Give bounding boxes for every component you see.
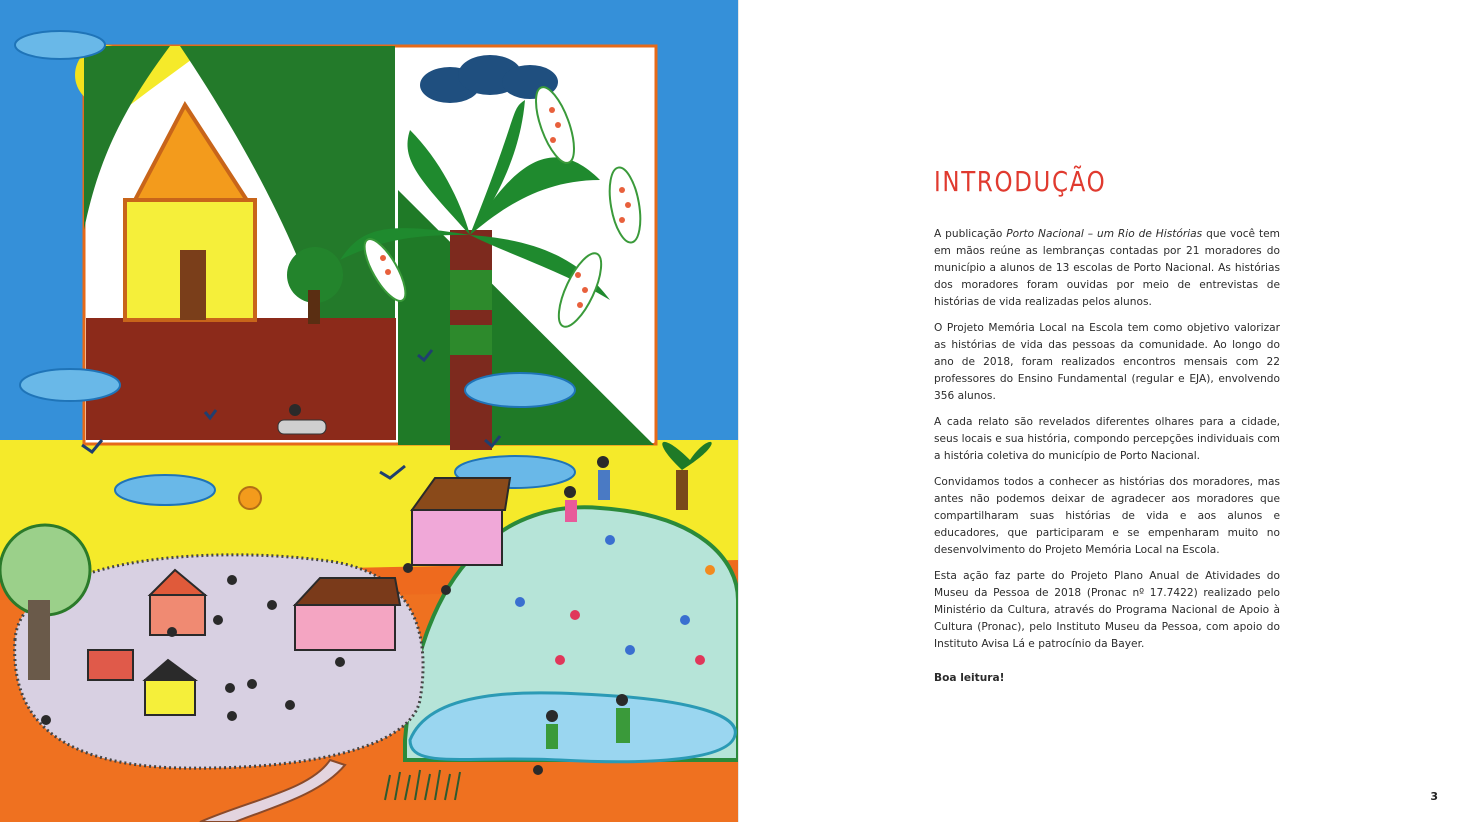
- intro-body: [934, 226, 1280, 696]
- paragraph-4: Convidamos todos a conhecer as histórias dos moradores, mas antes não podemos deixar de agradecer aos moradores que compartilharam suas histórias de vida e aos alunos e educadores, que participaram e se empenharam muito no desenvolvimento do Projeto Memória Local na Escola.: [934, 476, 1280, 556]
- page-number: 3: [1430, 790, 1438, 803]
- paragraph-2: O Projeto Memória Local na Escola tem como objetivo valorizar as histórias de vida das pessoas da comunidade. Ao longo do ano de 2018, foram realizados encontros mensais com 22 professores do Ensino Fundamental (regular e EJA), envolvendo 356 alunos.: [934, 322, 1280, 402]
- paragraph-1-start: A publicação: [934, 228, 1007, 240]
- text-page: [738, 0, 1474, 822]
- paragraph-1-rest: que você tem em mãos reúne as lembranças contadas por 21 moradores do município a alunos de 13 escolas de Porto Nacional. As histórias dos moradores foram ouvidas por meio de entrevistas de histórias de vida realizadas pelos alunos.: [934, 228, 1280, 308]
- paragraph-5: Esta ação faz parte do Projeto Plano Anual de Atividades do Museu da Pessoa de 2018 (Pronac nº 17.7422) realizado pelo Ministério da Cultura, através do Programa Nacional de Apoio à Cultura (Pronac), pelo Instituto Museu da Pessoa, com apoio do Instituto Avisa Lá e patrocínio da Bayer.: [934, 570, 1280, 650]
- paragraph-3: A cada relato são revelados diferentes olhares para a cidade, seus locais e sua história, compondo percepções individuais com a história coletiva do município de Porto Nacional.: [934, 416, 1280, 462]
- closing-line: Boa leitura!: [934, 672, 1005, 684]
- paragraph-1: [934, 226, 1280, 311]
- page-title: INTRODUÇÃO: [934, 165, 1107, 198]
- publication-title: Porto Nacional – um Rio de Histórias: [1006, 228, 1203, 240]
